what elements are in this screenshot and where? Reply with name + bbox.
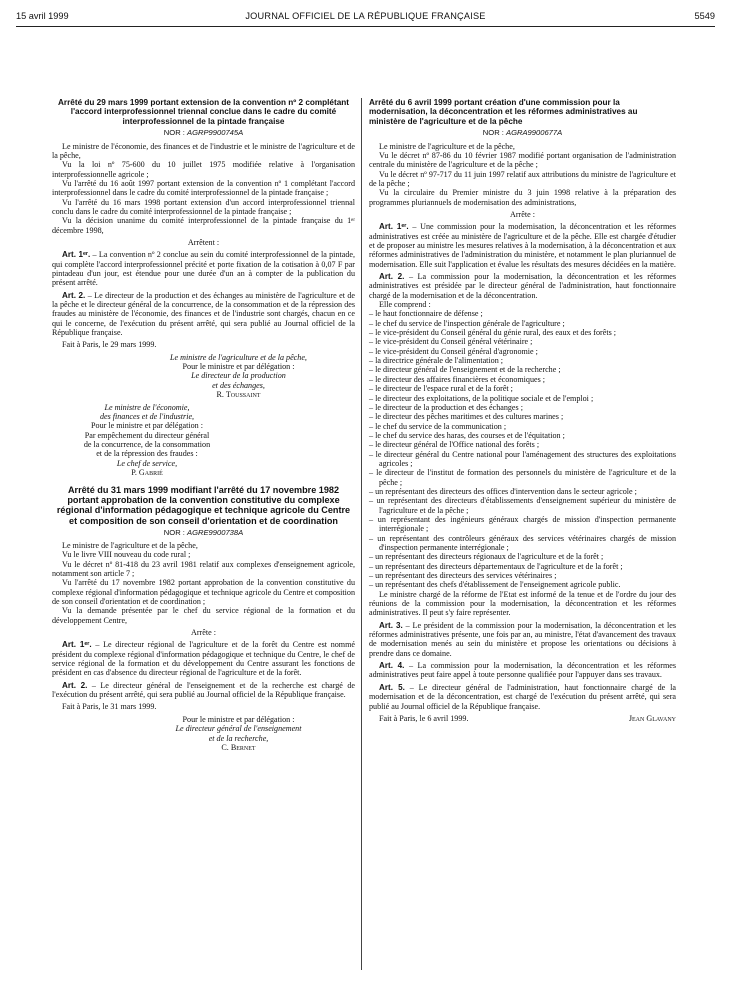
list-item: – le directeur de la production et des échanges ; xyxy=(369,403,676,412)
signature-date: Fait à Paris, le 6 avril 1999. xyxy=(379,713,469,723)
article-1: Art. 1ᵉʳ. – Une commission pour la modernisation, la déconcentration et les réformes administratives est créée au ministère de l'agriculture et de la pêche. Elle est chargée d'étudier et de proposer au ministre les mesures relatives à la modernisation, à la déconcentration et aux réformes administratives de l'administration du ministère, et notamment le plan pluriannuel de modernisation. Elle suit l'application et évalue les résultats des mesures décidées en la matière. xyxy=(369,222,676,269)
header-journal-title: JOURNAL OFFICIEL DE LA RÉPUBLIQUE FRANÇAISE xyxy=(245,11,486,21)
list-item: – un représentant des directeurs des services vétérinaires ; xyxy=(369,571,676,580)
arretent-heading: Arrêtent : xyxy=(187,238,220,247)
article-5: Art. 5. – Le directeur général de l'administration, haut fonctionnaire chargé de la modernisation et de la déconcentration, est chargé de l'exécution du présent arrêté, qui sera publié au Journal officiel de la République française. xyxy=(369,682,676,711)
article-2: Art. 2. – Le directeur général de l'enseignement et de la recherche est chargé de l'exécution du présent arrêté, qui sera publié au Journal officiel de la République française. xyxy=(52,680,355,700)
paragraph: Elle comprend : xyxy=(379,300,431,310)
signature-block-enseignement: Pour le ministre et par délégation : Le directeur général de l'enseignement et de la recherche, C. Bernet xyxy=(122,715,355,752)
paragraph: Le ministre de l'économie, des finances et de l'industrie et le ministre de l'agriculture et de la pêche, xyxy=(52,141,355,160)
paragraph: Vu le livre VIII nouveau du code rural ; xyxy=(62,550,191,560)
list-item: – un représentant des contrôleurs généraux des services vétérinaires chargés de mission d'inspection permanente interrégionale ; xyxy=(369,534,676,553)
header-page-number: 5549 xyxy=(694,11,715,21)
header-date: 15 avril 1999 xyxy=(16,11,69,21)
list-item: – le chef du service de l'inspection générale de l'agriculture ; xyxy=(369,319,676,328)
list-item: – le directeur général du Centre national pour l'aménagement des structures des exploitations agricoles ; xyxy=(369,450,676,469)
list-item: – un représentant des ingénieurs généraux chargés de mission d'inspection permanente interrégionale ; xyxy=(369,515,676,534)
list-item: – le directeur général de l'Office national des forêts ; xyxy=(369,440,676,449)
article-2: Art. 2. – Le directeur de la production et des échanges au ministère de l'agriculture et de la pêche et le directeur général de la concurrence, de la consommation et de la répression des fraudes au ministère de l'économie, des finances et de l'industrie sont chargés, chacun en ce qui le concerne, de l'exécution du présent arrêté, qui sera publié au Journal officiel de la République française. xyxy=(52,290,355,338)
paragraph: Vu le décret nº 97-717 du 11 juin 1997 relatif aux attributions du ministre de l'agriculture et de la pêche ; xyxy=(369,169,676,188)
list-item: – le directeur général de l'enseignement et de la recherche ; xyxy=(369,365,676,374)
paragraph: Vu la décision unanime du comité interprofessionnel de la pintade française du 1ᵉʳ décembre 1998, xyxy=(52,216,355,235)
list-item: – le directeur des exploitations, de la politique sociale et de l'emploi ; xyxy=(369,394,676,403)
paragraph: Le ministre de l'agriculture et de la pêche, xyxy=(62,540,198,550)
list-item: – un représentant des directeurs départementaux de l'agriculture et de la forêt ; xyxy=(369,562,676,571)
list-item: – la directrice générale de l'alimentation ; xyxy=(369,356,676,365)
list-item: – le directeur de l'espace rural et de la forêt ; xyxy=(369,384,676,393)
paragraph: Le ministre chargé de la réforme de l'Etat est informé de la tenue et de l'ordre du jour des réunions de la commission pour la modernisation, la déconcentration et les réformes administratives. Il peut s'y faire représenter. xyxy=(369,589,676,618)
paragraph: Vu le décret nº 87-86 du 10 février 1987 modifié portant organisation de l'administration centrale du ministère de l'agriculture et de la pêche ; xyxy=(369,150,676,170)
list-item: – le vice-président du Conseil général du génie rural, des eaux et des forêts ; xyxy=(369,328,676,337)
decree-title: Arrêté du 6 avril 1999 portant création d'une commission pour la modernisation, la déconcentration et les réformes administratives au ministère de l'agriculture et de la pêche xyxy=(369,98,638,126)
list-item: – le directeur des affaires financières et économiques ; xyxy=(369,375,676,384)
signatory-name: R. Toussaint xyxy=(216,390,261,400)
article-1: Art. 1ᵉʳ. – Le directeur régional de l'agriculture et de la forêt du Centre est nommé président du complexe régional d'information pédagogique et technique du Centre, le chef de service régional de la formation et du développement du Centre assurant les fonctions de président en cas d'absence du directeur régional de l'agriculture et de la forêt. xyxy=(52,640,355,678)
signatory-name: P. Gabrié xyxy=(131,467,163,477)
list-item: – le directeur des pêches maritimes et des cultures marines ; xyxy=(369,412,676,421)
article-3: Art. 3. – Le président de la commission pour la modernisation, la déconcentration et les réformes administratives présente, une fois par an, au ministre, l'état d'avancement des travaux de modernisation menés au sein du ministère et propose les orientations ou décisions à prendre dans ce domaine. xyxy=(369,620,676,658)
list-item: – un représentant des chefs d'établissement de l'enseignement agricole public. xyxy=(369,580,676,589)
paragraph: Vu la loi nº 75-600 du 10 juillet 1975 modifiée relative à l'organisation interprofessionnelle agricole ; xyxy=(52,160,355,179)
paragraph: Vu le décret nº 81-418 du 23 avril 1981 relatif aux complexes d'enseignement agricole, notamment son article 7 ; xyxy=(52,559,355,578)
nor-reference: NOR : AGRA9900677A xyxy=(482,128,563,138)
decree-pintade xyxy=(52,98,355,477)
paragraph: Vu l'arrêté du 16 août 1997 portant extension de la convention nº 1 complétant l'accord interprofessionnel dans le cadre du comité interprofessionnel de la pintade française ; xyxy=(52,178,355,198)
list-item: – le chef du service des haras, des courses et de l'équitation ; xyxy=(369,431,676,440)
signatory-name: Jean Glavany xyxy=(628,714,676,724)
arrete-heading: Arrête : xyxy=(191,628,216,638)
paragraph: Vu la circulaire du Premier ministre du 3 juin 1998 relative à la préparation des programmes pluriannuels de modernisation des administrations, xyxy=(369,188,676,207)
paragraph: Vu l'arrêté du 16 mars 1998 portant extension d'un accord interprofessionnel triennal conclu dans le cadre du comité interprofessionnel de la pintade française ; xyxy=(52,197,355,216)
signature-block-economie: Le ministre de l'économie, des finances et de l'industrie, Pour le ministre et par délégation : Par empêchement du directeur général de la concurrence, de la consommation et de la répression des fraudes : Le chef de service, P. Gabrié xyxy=(52,403,242,478)
left-column xyxy=(52,98,355,752)
paragraph: Vu la demande présentée par le chef du service régional de la formation et du développement Centre, xyxy=(52,606,355,625)
signature-block-agriculture: Le ministre de l'agriculture et de la pêche, Pour le ministre et par délégation : Le directeur de la production et des échanges, R. Toussaint xyxy=(122,353,355,400)
list-item: – un représentant des directeurs d'établissements d'enseignement supérieur du ministère de l'agriculture et de la pêche ; xyxy=(369,496,676,515)
decree-commission-modernisation xyxy=(369,98,676,724)
paragraph: Vu l'arrêté du 17 novembre 1982 portant approbation de la convention constitutive du complexe régional d'information pédagogique et technique agricole du Centre et composition de son conseil d'orientation et de coordination ; xyxy=(52,578,355,607)
signatory-name: C. Bernet xyxy=(221,742,256,752)
article-2: Art. 2. – La commission pour la modernisation, la déconcentration et les réformes administratives est présidée par le directeur général de l'administration, haut fonctionnaire chargé de la modernisation et de la déconcentration. xyxy=(369,272,676,300)
right-column xyxy=(369,98,676,724)
article-1: Art. 1ᵉʳ. – La convention nº 2 conclue au sein du comité interprofessionnel de la pintade, qui complète l'accord interprofessionnel précité et porte fixation de la cotisation à 0,07 F par pintadeau d'un jour, est étendue pour une durée d'un an à compter de la publication du présent arrêté. xyxy=(52,250,355,288)
page-header xyxy=(16,8,715,27)
list-item: – un représentant des directeurs régionaux de l'agriculture et de la forêt ; xyxy=(369,552,676,561)
list-item: – le haut fonctionnaire de défense ; xyxy=(369,309,676,318)
list-item: – le directeur de l'institut de formation des personnels du ministère de l'agriculture et de la pêche ; xyxy=(369,468,676,487)
signature-date: Fait à Paris, le 31 mars 1999. xyxy=(62,702,157,712)
decree-title: Arrêté du 31 mars 1999 modifiant l'arrêté du 17 novembre 1982 portant approbation de la convention constitutive du complexe régional d'information pédagogique et technique agricole du Centre et composition de son conseil d'orientation et de coordination xyxy=(56,485,351,526)
signature-date: Fait à Paris, le 29 mars 1999. xyxy=(62,340,157,350)
decree-complexe-regional xyxy=(52,485,355,752)
list-item: – le vice-président du Conseil général d'agronomie ; xyxy=(369,347,676,356)
list-item: – un représentant des directeurs des offices d'intervention dans le secteur agricole ; xyxy=(369,487,676,496)
nor-reference: NOR : AGRE9900738A xyxy=(163,527,244,537)
list-item: – le vice-président du Conseil général vétérinaire ; xyxy=(369,337,676,346)
column-divider xyxy=(361,98,362,970)
members-list xyxy=(369,309,676,589)
paragraph: Le ministre de l'agriculture et de la pêche, xyxy=(379,141,515,151)
decree-title: Arrêté du 29 mars 1999 portant extension de la convention nº 2 complétant l'accord interprofessionnel triennal conclue dans le cadre du comité interprofessionnel de la pintade française xyxy=(58,98,349,126)
article-4: Art. 4. – La commission pour la modernisation, la déconcentration et les réformes administratives peut faire appel à toute personne qualifiée pour l'appuyer dans ses travaux. xyxy=(369,661,676,680)
list-item: – le chef du service de la communication ; xyxy=(369,422,676,431)
arrete-heading: Arrête : xyxy=(510,209,535,219)
nor-reference: NOR : AGRP9900745A xyxy=(163,128,244,138)
